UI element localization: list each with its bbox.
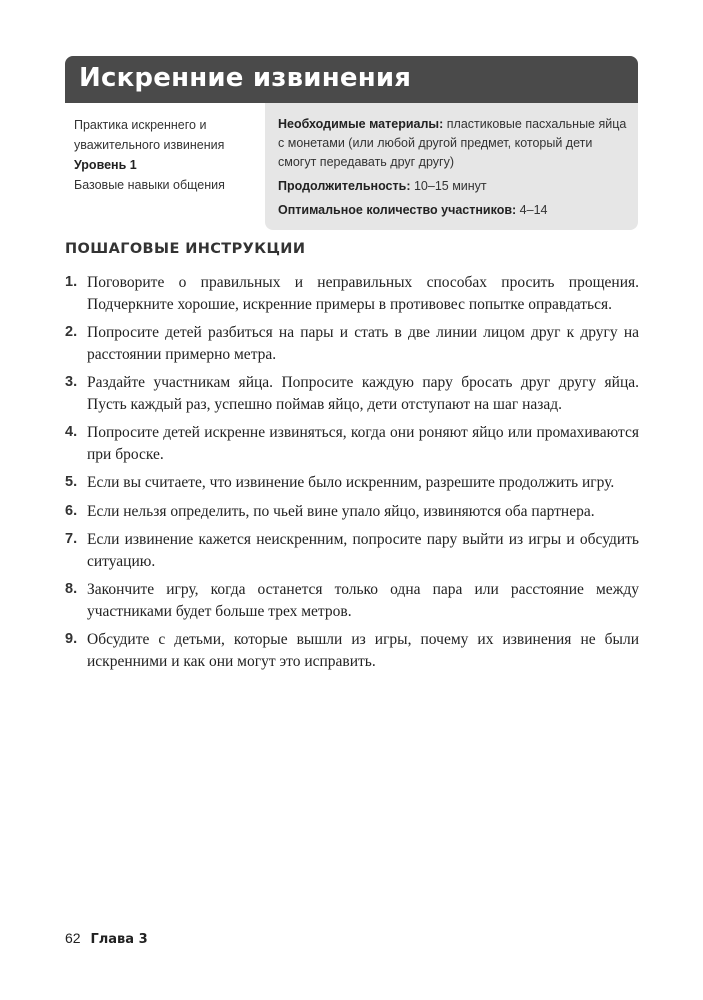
skills-label: Базовые навыки общения bbox=[74, 178, 225, 192]
duration-label: Продолжительность: bbox=[278, 179, 411, 193]
step-text: Если нельзя определить, по чьей вине упало яйцо, извиняются оба партнера. bbox=[87, 502, 595, 520]
step-number: 3. bbox=[65, 374, 78, 390]
step-text: Обсудите с детьми, которые вышли из игры, почему их извинения не были искренними и как они могут это исправить. bbox=[87, 631, 639, 670]
materials-text: пластиковые пасхальные яйца с монетами (или любой другой предмет, который дети смогут передавать друг другу) bbox=[278, 117, 627, 169]
section-heading: ПОШАГОВЫЕ ИНСТРУКЦИИ bbox=[65, 241, 306, 257]
instruction-step bbox=[65, 629, 639, 672]
instruction-step bbox=[65, 322, 639, 365]
activity-card bbox=[65, 56, 638, 230]
level-label: Уровень 1 bbox=[74, 158, 137, 172]
duration-text: 10–15 минут bbox=[413, 179, 487, 193]
step-number: 5. bbox=[65, 474, 78, 490]
step-number: 4. bbox=[65, 424, 78, 440]
card-header bbox=[65, 56, 638, 103]
summary-line-2: уважительного извинения bbox=[74, 138, 225, 152]
summary-line-1: Практика искреннего и bbox=[74, 118, 207, 132]
step-text: Если вы считаете, что извинение было искренним, разрешите продолжить игру. bbox=[87, 474, 615, 491]
step-text: Попросите детей разбиться на пары и стать в две линии лицом друг к другу на расстоянии примерно метра. bbox=[87, 324, 639, 363]
instruction-step bbox=[65, 472, 639, 494]
participants-info bbox=[278, 201, 628, 220]
instruction-step bbox=[65, 529, 639, 572]
step-text: Попросите детей искренне извиняться, когда они роняют яйцо или промахиваются при броске. bbox=[87, 424, 639, 463]
page-number: 62 bbox=[65, 930, 81, 946]
step-number: 9. bbox=[65, 631, 78, 647]
step-number: 8. bbox=[65, 581, 78, 597]
step-number: 1. bbox=[65, 274, 78, 290]
activity-title: Искренние извинения bbox=[79, 63, 412, 93]
instruction-step bbox=[65, 272, 639, 315]
step-number: 7. bbox=[65, 531, 78, 547]
participants-text: 4–14 bbox=[519, 203, 548, 217]
chapter-label: Глава 3 bbox=[90, 932, 148, 947]
participants-label: Оптимальное количество участников: bbox=[278, 203, 517, 217]
step-text: Поговорите о правильных и неправильных способах просить прощения. Подчеркните хорошие, искренние примеры в противовес попытке оправдаться. bbox=[87, 274, 639, 313]
step-number: 6. bbox=[65, 502, 78, 519]
instruction-list bbox=[65, 272, 639, 679]
instruction-step bbox=[65, 501, 639, 523]
step-text: Раздайте участникам яйца. Попросите каждую пару бросать друг другу яйца. Пусть каждый раз, успешно поймав яйцо, дети отступают на шаг назад. bbox=[87, 374, 639, 413]
step-text: Если извинение кажется неискренним, попросите пару выйти из игры и обсудить ситуацию. bbox=[87, 531, 639, 570]
instruction-step bbox=[65, 579, 639, 622]
activity-summary bbox=[74, 115, 254, 195]
page-footer bbox=[65, 930, 148, 947]
instruction-step bbox=[65, 422, 639, 465]
materials-label: Необходимые материалы: bbox=[278, 117, 444, 131]
step-number: 2. bbox=[65, 324, 78, 340]
materials-info bbox=[278, 115, 628, 172]
duration-info bbox=[278, 177, 628, 196]
step-text: Закончите игру, когда останется только одна пара или расстояние между участниками будет больше трех метров. bbox=[87, 581, 639, 620]
requirements-panel bbox=[265, 103, 638, 230]
instruction-step bbox=[65, 372, 639, 415]
